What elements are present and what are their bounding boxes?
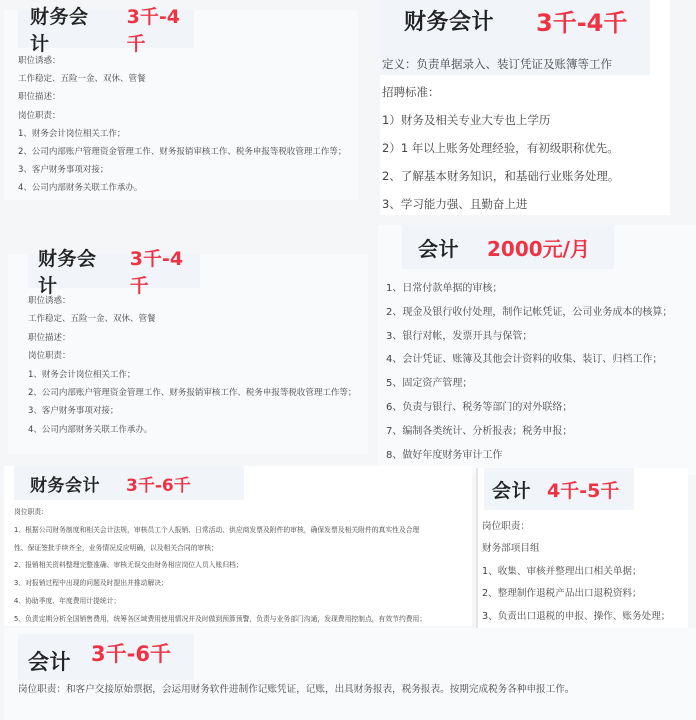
desc-line: 4、公司内部财务关联工作承办。 [18,183,143,194]
job-description [386,277,672,491]
desc-line: 岗位职责： [18,110,61,121]
desc-line: 岗位职责： [28,351,71,362]
desc-line: 3、负责出口退税的申报、操作、账务处理； [482,610,671,622]
desc-line: 6、负责与银行、税务等部门的对外联络； [386,401,573,413]
job-description [382,50,619,218]
desc-line: 1、财务会计岗位相关工作； [18,128,126,139]
job-card-3 [8,248,368,454]
desc-line: 3、客户财务事项对接； [28,406,119,417]
job-title: 财务会计 [38,248,97,297]
desc-line: 财务部项目组 [482,543,540,555]
job-salary: 3千-6千 [126,475,191,496]
desc-line: 职位诱惑： [18,56,61,66]
job-salary: 3千-4千 [129,248,184,297]
desc-line: 1、根据公司财务制度和相关会计法规，审核员工个人报销、日常活动、供应商发票及附件的审核，确保发票及相关附件的真实性及合理 [14,525,420,534]
desc-line: 职位诱惑： [28,296,71,306]
desc-line: 2、现金及银行收付处理，制作记帐凭证，公司业务成本的核算； [386,306,673,318]
desc-line: 2、公司内部账户管理资金管理工作、财务报销审核工作、税务申报等税收管理工作等； [18,147,347,158]
job-description [18,682,574,698]
job-card-6 [476,468,688,648]
desc-line: 2、公司内部账户管理资金管理工作、财务报销审核工作、税务申报等税收管理工作等； [28,388,357,399]
job-salary: 3千-4千 [536,8,628,37]
job-description [28,292,356,439]
job-card-header [28,248,200,297]
desc-line: 工作稳定、五险一金、双休、管餐 [18,74,146,85]
desc-line: 4、协助季度、年度费用计提统计； [14,596,121,605]
job-card-4 [378,225,696,475]
desc-line: 性、保证签批手续齐全，业务情况反应明确，以及相关合同的审核； [14,543,218,552]
desc-line: 职位描述： [18,92,61,103]
job-card-5 [4,466,472,626]
job-salary: 4千-5千 [547,479,620,502]
desc-line: 7、编制各类统计、分析报表；税务申报； [386,425,573,437]
job-card-2 [380,0,670,215]
job-card-7 [4,628,696,720]
desc-line: 工作稳定、五险一金、双休、管餐 [28,314,156,325]
job-card-header [402,225,614,269]
job-title: 会计 [418,236,459,261]
job-card-header [484,468,634,510]
desc-line: 3、客户财务事项对接； [18,165,109,176]
job-card-1 [4,6,358,200]
job-salary: 3千-6千 [91,642,171,666]
desc-line: 1）财务及相关专业大专也上学历 [382,113,551,127]
job-title: 会计 [492,479,532,502]
desc-line: 5、固定资产管理； [386,378,473,390]
desc-line: 岗位职责：和客户交接原始票据，会运用财务软件进制作记账凭证，记账，出具财务报表，税务报表。按期完成税务各种申报工作。 [18,684,575,695]
job-title: 财务会计 [30,6,89,55]
desc-line: 岗位职责： [482,521,530,532]
desc-line: 岗位职责： [14,508,48,516]
desc-line: 2、报销相关资料整理完整准确、审核无误交由财务相应岗位人员入账归档； [14,561,243,570]
desc-line: 5、负责定期分析全国销售费用，统筹各区域费用使用情况并及时做到预算预警，负责与业务部门沟通，发现费用控制点，有效节约费用； [14,614,427,623]
job-card-header [18,634,194,680]
desc-line: 1、财务会计岗位相关工作； [28,369,136,380]
job-description [18,52,346,198]
desc-line: 职位描述： [28,332,71,343]
job-title: 财务会计 [404,9,495,35]
desc-line: 1、收集、审核并整理出口相关单据； [482,565,642,577]
job-description [14,504,426,629]
desc-line: 定义：负责单据录入、装订凭证及账簿等工作 [382,57,612,71]
job-card-header [14,466,244,500]
desc-line: 8、做好年度财务审计工作 [386,449,503,461]
job-card-header [18,6,194,55]
desc-line: 2）1 年以上账务处理经验，有初级职称优先。 [382,141,619,155]
desc-line: 1、日常付款单据的审核； [386,283,503,294]
job-salary: 3千-4千 [126,6,180,55]
desc-line: 4、会计凭证、账簿及其他会计资料的收集、装订、归档工作； [386,354,663,366]
desc-line: 4、公司内部财务关联工作承办。 [28,424,153,435]
job-salary: 2000元/月 [487,236,590,261]
desc-line: 3、对报销过程中出现的问题及时提出并推动解决； [14,579,168,588]
desc-line: 3、银行对帐，发票开具与保管； [386,330,533,342]
job-title: 财务会计 [30,475,100,496]
desc-line: 招聘标准： [382,85,440,99]
job-title: 会计 [28,650,71,674]
desc-line: 2、了解基本财务知识，和基础行业账务处理。 [382,169,620,183]
desc-line: 3、学习能力强、且勤奋上进 [382,197,528,211]
desc-line: 2、整理制作退税产品出口退税资料； [482,588,642,600]
